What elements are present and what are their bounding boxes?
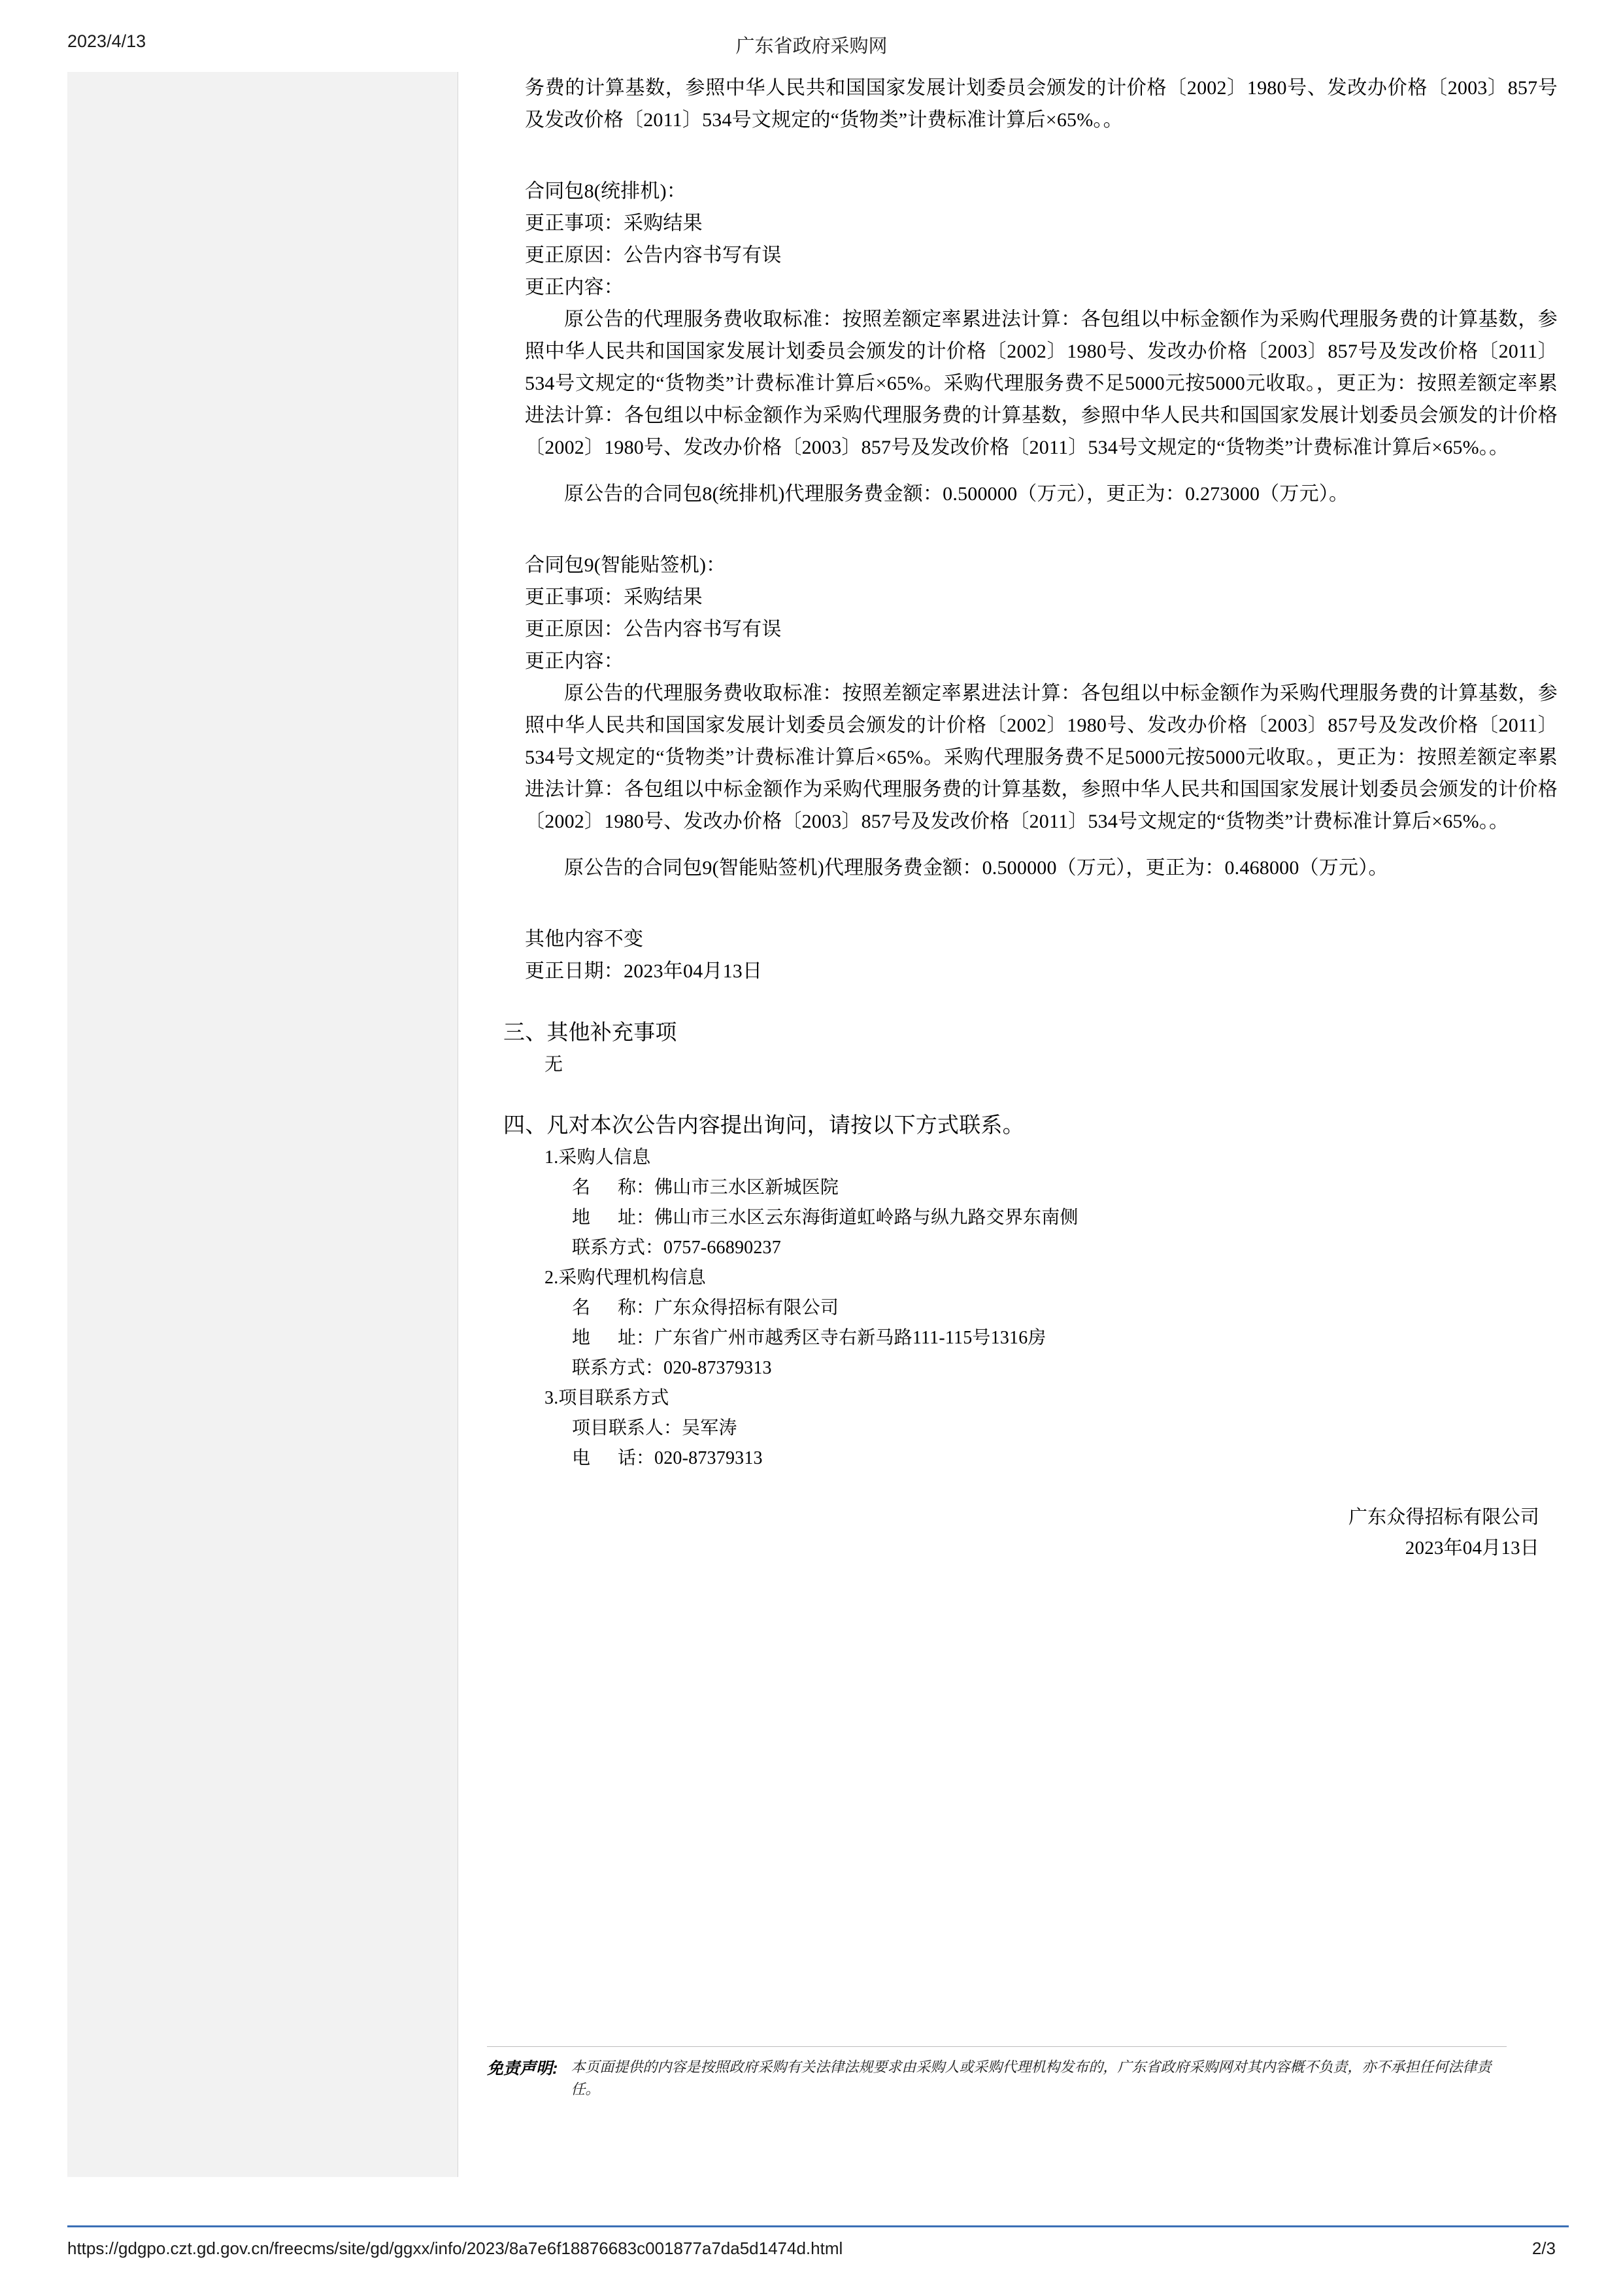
contact-row [525,1203,1558,1233]
package-content-label: 更正内容： [525,650,624,672]
contact-key: 电 话： [572,1448,655,1468]
contact-row [525,1173,1558,1203]
contact-value: 0757-66890237 [663,1238,781,1258]
contact-value: 020-87379313 [654,1448,763,1468]
contact-row [525,1353,1558,1383]
print-date: 2023/4/13 [67,31,146,51]
disclaimer-box [487,2046,1507,2101]
unchanged-note: 其他内容不变 [525,928,644,950]
package-content-body: 原公告的代理服务费收取标准：按照差额定率累进法计算：各包组以中标金额作为采购代理服务费的计算基数，参照中华人民共和国国家发展计划委员会颁发的计价格〔2002〕1980号、发改办价格〔2003〕857号及发改价格〔2011〕534号文规定的“货物类”计费标准计算后×65%。采购代理服务费不足5000元按5000元收取。，更正为：按照差额定率累进法计算：各包组以中标金额作为采购代理服务费的计算基数，参照中华人民共和国国家发展计划委员会颁发的计价格〔2002〕1980号、发改办价格〔2003〕857号及发改价格〔2011〕534号文规定的“货物类”计费标准计算后×65%。。 [525,309,1558,458]
contact-group-number: 2.采购代理机构信息 [544,1268,707,1288]
footer-page-number: 2/3 [1531,2238,1556,2258]
contact-key: 地 址： [572,1207,655,1228]
print-footer [0,2238,1623,2265]
contact-key: 名 称： [572,1177,655,1198]
package-content-label: 更正内容： [525,277,624,298]
contact-row [525,1323,1558,1353]
footer-divider [67,2225,1569,2227]
site-title: 广东省政府采购网 [735,36,888,57]
package-reason-label: 更正原因：公告内容书写有误 [525,618,782,640]
package-amount-line: 原公告的合同包9(智能贴签机)代理服务费金额：0.500000（万元），更正为：0.468000（万元）。 [564,857,1388,879]
contact-row [525,1413,1558,1443]
package-title: 合同包8(统排机)： [525,180,686,202]
left-gutter [67,72,458,2177]
signature-org: 广东众得招标有限公司 [1348,1507,1539,1528]
disclaimer-text: 本页面提供的内容是按照政府采购有关法律法规要求由采购人或采购代理机构发布的，广东省政府采购网对其内容概不负责，亦不承担任何法律责任。 [571,2059,1492,2097]
section-3-heading: 三、其他补充事项 [503,1021,677,1045]
contact-value: 广东省广州市越秀区寺右新马路111-115号1316房 [654,1328,1046,1348]
correction-date: 更正日期：2023年04月13日 [525,960,763,982]
top-paragraph: 务费的计算基数，参照中华人民共和国国家发展计划委员会颁发的计价格〔2002〕1980号、发改办价格〔2003〕857号及发改价格〔2011〕534号文规定的“货物类”计费标准计算后×65%。。 [525,77,1558,131]
package-title: 合同包9(智能贴签机)： [525,554,726,576]
contact-value: 佛山市三水区云东海街道虹岭路与纵九路交界东南侧 [654,1207,1079,1228]
contact-group-number: 1.采购人信息 [544,1147,651,1168]
print-header [0,31,1623,58]
package-item-label: 更正事项：采购结果 [525,586,703,608]
signature-date: 2023年04月13日 [1405,1538,1539,1559]
document-sheet [67,72,1569,2177]
package-item-label: 更正事项：采购结果 [525,212,703,234]
contact-key: 联系方式： [572,1358,664,1378]
footer-url: https://gdgpo.czt.gd.gov.cn/freecms/site/gd/ggxx/info/2023/8a7e6f18876683c001877a7da5d1474d.html [67,2238,843,2258]
section-3-body: 无 [544,1055,563,1075]
contact-row [525,1293,1558,1323]
contact-value: 广东众得招标有限公司 [654,1298,839,1318]
contact-value: 吴军涛 [682,1418,737,1438]
contact-key: 地 址： [572,1328,655,1348]
contact-key: 联系方式： [572,1238,664,1258]
package-reason-label: 更正原因：公告内容书写有误 [525,245,782,266]
package-content-body: 原公告的代理服务费收取标准：按照差额定率累进法计算：各包组以中标金额作为采购代理服务费的计算基数，参照中华人民共和国国家发展计划委员会颁发的计价格〔2002〕1980号、发改办价格〔2003〕857号及发改价格〔2011〕534号文规定的“货物类”计费标准计算后×65%。采购代理服务费不足5000元按5000元收取。，更正为：按照差额定率累进法计算：各包组以中标金额作为采购代理服务费的计算基数，参照中华人民共和国国家发展计划委员会颁发的计价格〔2002〕1980号、发改办价格〔2003〕857号及发改价格〔2011〕534号文规定的“货物类”计费标准计算后×65%。。 [525,683,1558,832]
contact-value: 佛山市三水区新城医院 [654,1177,839,1198]
package-amount-line: 原公告的合同包8(统排机)代理服务费金额：0.500000（万元），更正为：0.273000（万元）。 [564,483,1349,505]
document-content [503,72,1558,1564]
contact-key: 名 称： [572,1298,655,1318]
section-4-heading: 四、凡对本次公告内容提出询问，请按以下方式联系。 [503,1114,1024,1138]
contact-group-number: 3.项目联系方式 [544,1388,669,1408]
disclaimer-label: 免责声明: [487,2059,558,2078]
contact-value: 020-87379313 [663,1358,772,1378]
contact-row [525,1233,1558,1263]
contact-row [525,1443,1558,1474]
contact-key: 项目联系人： [572,1418,682,1438]
